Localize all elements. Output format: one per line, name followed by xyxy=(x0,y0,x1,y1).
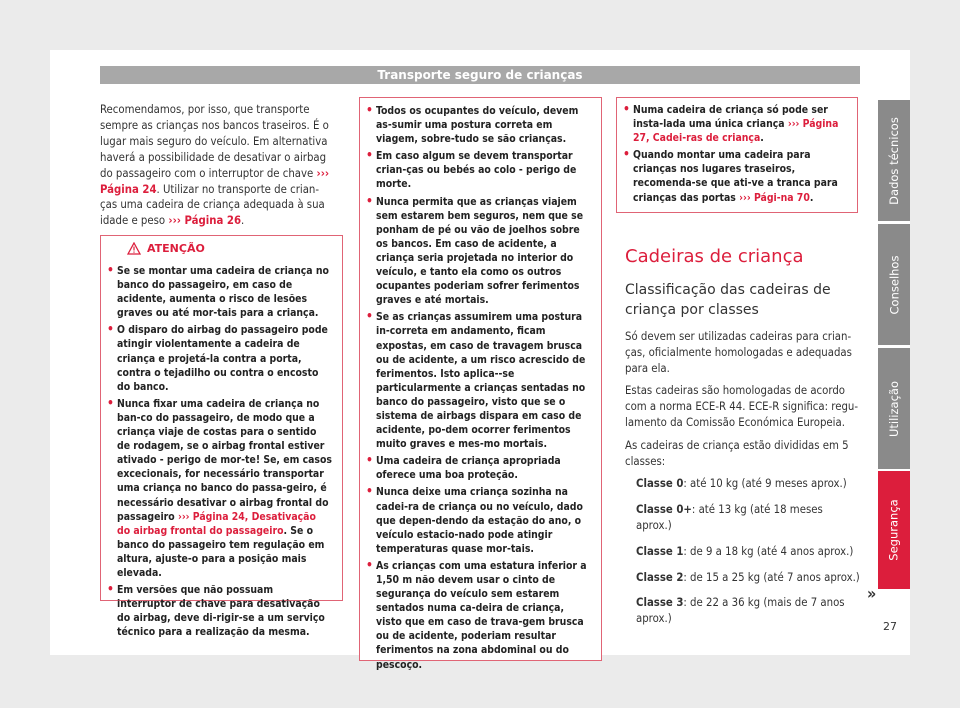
page-header: Transporte seguro de crianças xyxy=(100,66,860,84)
page-link[interactable]: ››› Página 26 xyxy=(168,214,242,228)
intro-text xyxy=(100,102,330,237)
tab-dados-tecnicos[interactable]: Dados técnicos xyxy=(878,100,910,221)
warning-item: • Nunca permita que as crianças viajem sem estarem bem seguros, nem que se ponham de pé ou vão de joelhos sobre os bancos. Em caso de acidente, a criança seria projetada no interior do veículo, e tanto ela como os outros ocupantes poderiam sofrer ferimentos graves e até mortais. xyxy=(366,195,593,308)
class-item: Classe 3: de 22 a 36 kg (mais de 7 anos aprox.) xyxy=(636,596,845,626)
page-number: 27 xyxy=(883,620,897,633)
section-subtitle: Classificação das cadeiras de criança por classes xyxy=(625,282,831,318)
warning-item: • Quando montar uma cadeira para crianças nos lugares traseiros, recomenda-se que ati-ve a tranca para crianças das portas ››› Pági-na 70. xyxy=(623,148,849,204)
page-link[interactable]: ››› Página 24, Desativação do airbag frontal do passageiro xyxy=(117,510,316,537)
warning-list xyxy=(101,256,342,639)
warning-item: • Se se montar uma cadeira de criança no banco do passageiro, em caso de acidente, aumenta o risco de lesões graves ou até mor-tais para a criança. xyxy=(107,264,332,320)
warning-item: • Nunca fixar uma cadeira de criança no ban-co do passageiro, de modo que a criança viaje de costas para o sentido de rodagem, se o airbag frontal estiver ativado - perigo de mor-te! Se, em casos excecionais, for necessário transportar uma criança no banco do passa-geiro, é necessário desativar o airbag frontal do passageiro ››› Página 24, Desativação do airbag frontal do passageiro. Se o banco do passageiro tem regulação em altura, ajuste-o para a posição mais elevada. xyxy=(107,397,332,580)
paragraph: As cadeiras de criança estão divididas em 5 classes: xyxy=(625,438,849,468)
warning-list xyxy=(617,98,857,205)
warning-triangle-icon xyxy=(127,242,141,255)
warning-item: • Nunca deixe uma criança sozinha na cadei-ra de criança ou no veículo, dado que depen-dendo da estação do ano, o veículo estacio-nado pode atingir temperaturas quase mor-tais. xyxy=(366,485,593,555)
warning-item: • Todos os ocupantes do veículo, devem as-sumir uma postura correta em viagem, sobre-tudo se são crianças. xyxy=(366,104,593,146)
page-link[interactable]: ››› Pági-na 70 xyxy=(739,191,810,204)
page xyxy=(50,50,910,671)
continue-arrow-icon: » xyxy=(867,584,877,603)
warning-item: • O disparo do airbag do passageiro pode atingir violentamente a cadeira de criança e projetá-la contra a porta, contra o tejadilho ou contra o encosto do banco. xyxy=(107,323,332,393)
intro-paragraph: Recomendamos, por isso, que transporte sempre as crianças nos bancos traseiros. É o lugar mais seguro do veículo. Em alternativa haverá a possibilidade de desativar o airbag do passageiro com o interruptor de chave ››› Página 24. Utilizar no transporte de crian-ças uma cadeira de criança adequada à sua idade e peso ››› Página 26. xyxy=(100,103,330,228)
paragraph: Estas cadeiras são homologadas de acordo com a norma ECE-R 44. ECE-R significa: regu-lamento da Comissão Económica Europeia. xyxy=(625,384,859,429)
tab-seguranca[interactable]: Segurança xyxy=(878,471,910,589)
page-link[interactable]: ››› Página 24 xyxy=(100,166,330,196)
section-title: Cadeiras de criança xyxy=(625,246,804,267)
paragraph: Só devem ser utilizadas cadeiras para crian-ças, oficialmente homologadas e adequadas para ela. xyxy=(625,330,852,375)
warning-item: • Se as crianças assumirem uma postura in-correta em andamento, ficam expostas, em caso de travagem brusca ou de acidente, a um risco acrescido de ferimentos. Isto aplica--se particularmente a crianças sentadas no banco do passageiro, visto que se o sistema de airbags dispara em caso de acidente, po-dem ocorrer ferimentos muito graves e mes-mo mortais. xyxy=(366,310,593,451)
warning-list xyxy=(360,98,601,672)
tab-utilizacao[interactable]: Utilização xyxy=(878,348,910,469)
warning-item: • Em caso algum se devem transportar crian-ças ou bebés ao colo - perigo de morte. xyxy=(366,149,593,191)
warning-item: • Uma cadeira de criança apropriada oferece uma boa proteção. xyxy=(366,454,593,482)
class-item: Classe 1: de 9 a 18 kg (até 4 anos aprox.) xyxy=(636,544,854,558)
warning-title: ATENÇÃO xyxy=(147,241,205,255)
warning-box-continued xyxy=(359,97,602,671)
warning-item: • Em versões que não possuam interruptor de chave para desativação do airbag, deve di-rigir-se a um serviço técnico para a realização da mesma. xyxy=(107,583,332,639)
warning-box xyxy=(100,235,343,639)
page-link[interactable]: ››› Página 27, Cadei-ras de criança xyxy=(633,118,839,145)
warning-box-end xyxy=(616,97,858,213)
warning-header xyxy=(101,236,342,256)
section-body xyxy=(625,329,861,637)
warning-item: • As crianças com uma estatura inferior a 1,50 m não devem usar o cinto de segurança do veículo sem estarem sentados numa ca-deira de criança, visto que em caso de trava-gem brusca ou de acidente, poderiam resultar ferimentos na zona abdominal ou do pescoço. xyxy=(366,559,593,672)
class-item: Classe 2: de 15 a 25 kg (até 7 anos aprox.) xyxy=(636,570,860,584)
warning-item: • Numa cadeira de criança só pode ser insta-lada uma única criança ››› Página 27, Cadei-ras de criança. xyxy=(623,103,849,145)
class-item: Classe 0: até 10 kg (até 9 meses aprox.) xyxy=(636,477,847,491)
tab-conselhos[interactable]: Conselhos xyxy=(878,224,910,345)
class-item: Classe 0+: até 13 kg (até 18 meses aprox.) xyxy=(636,503,823,532)
